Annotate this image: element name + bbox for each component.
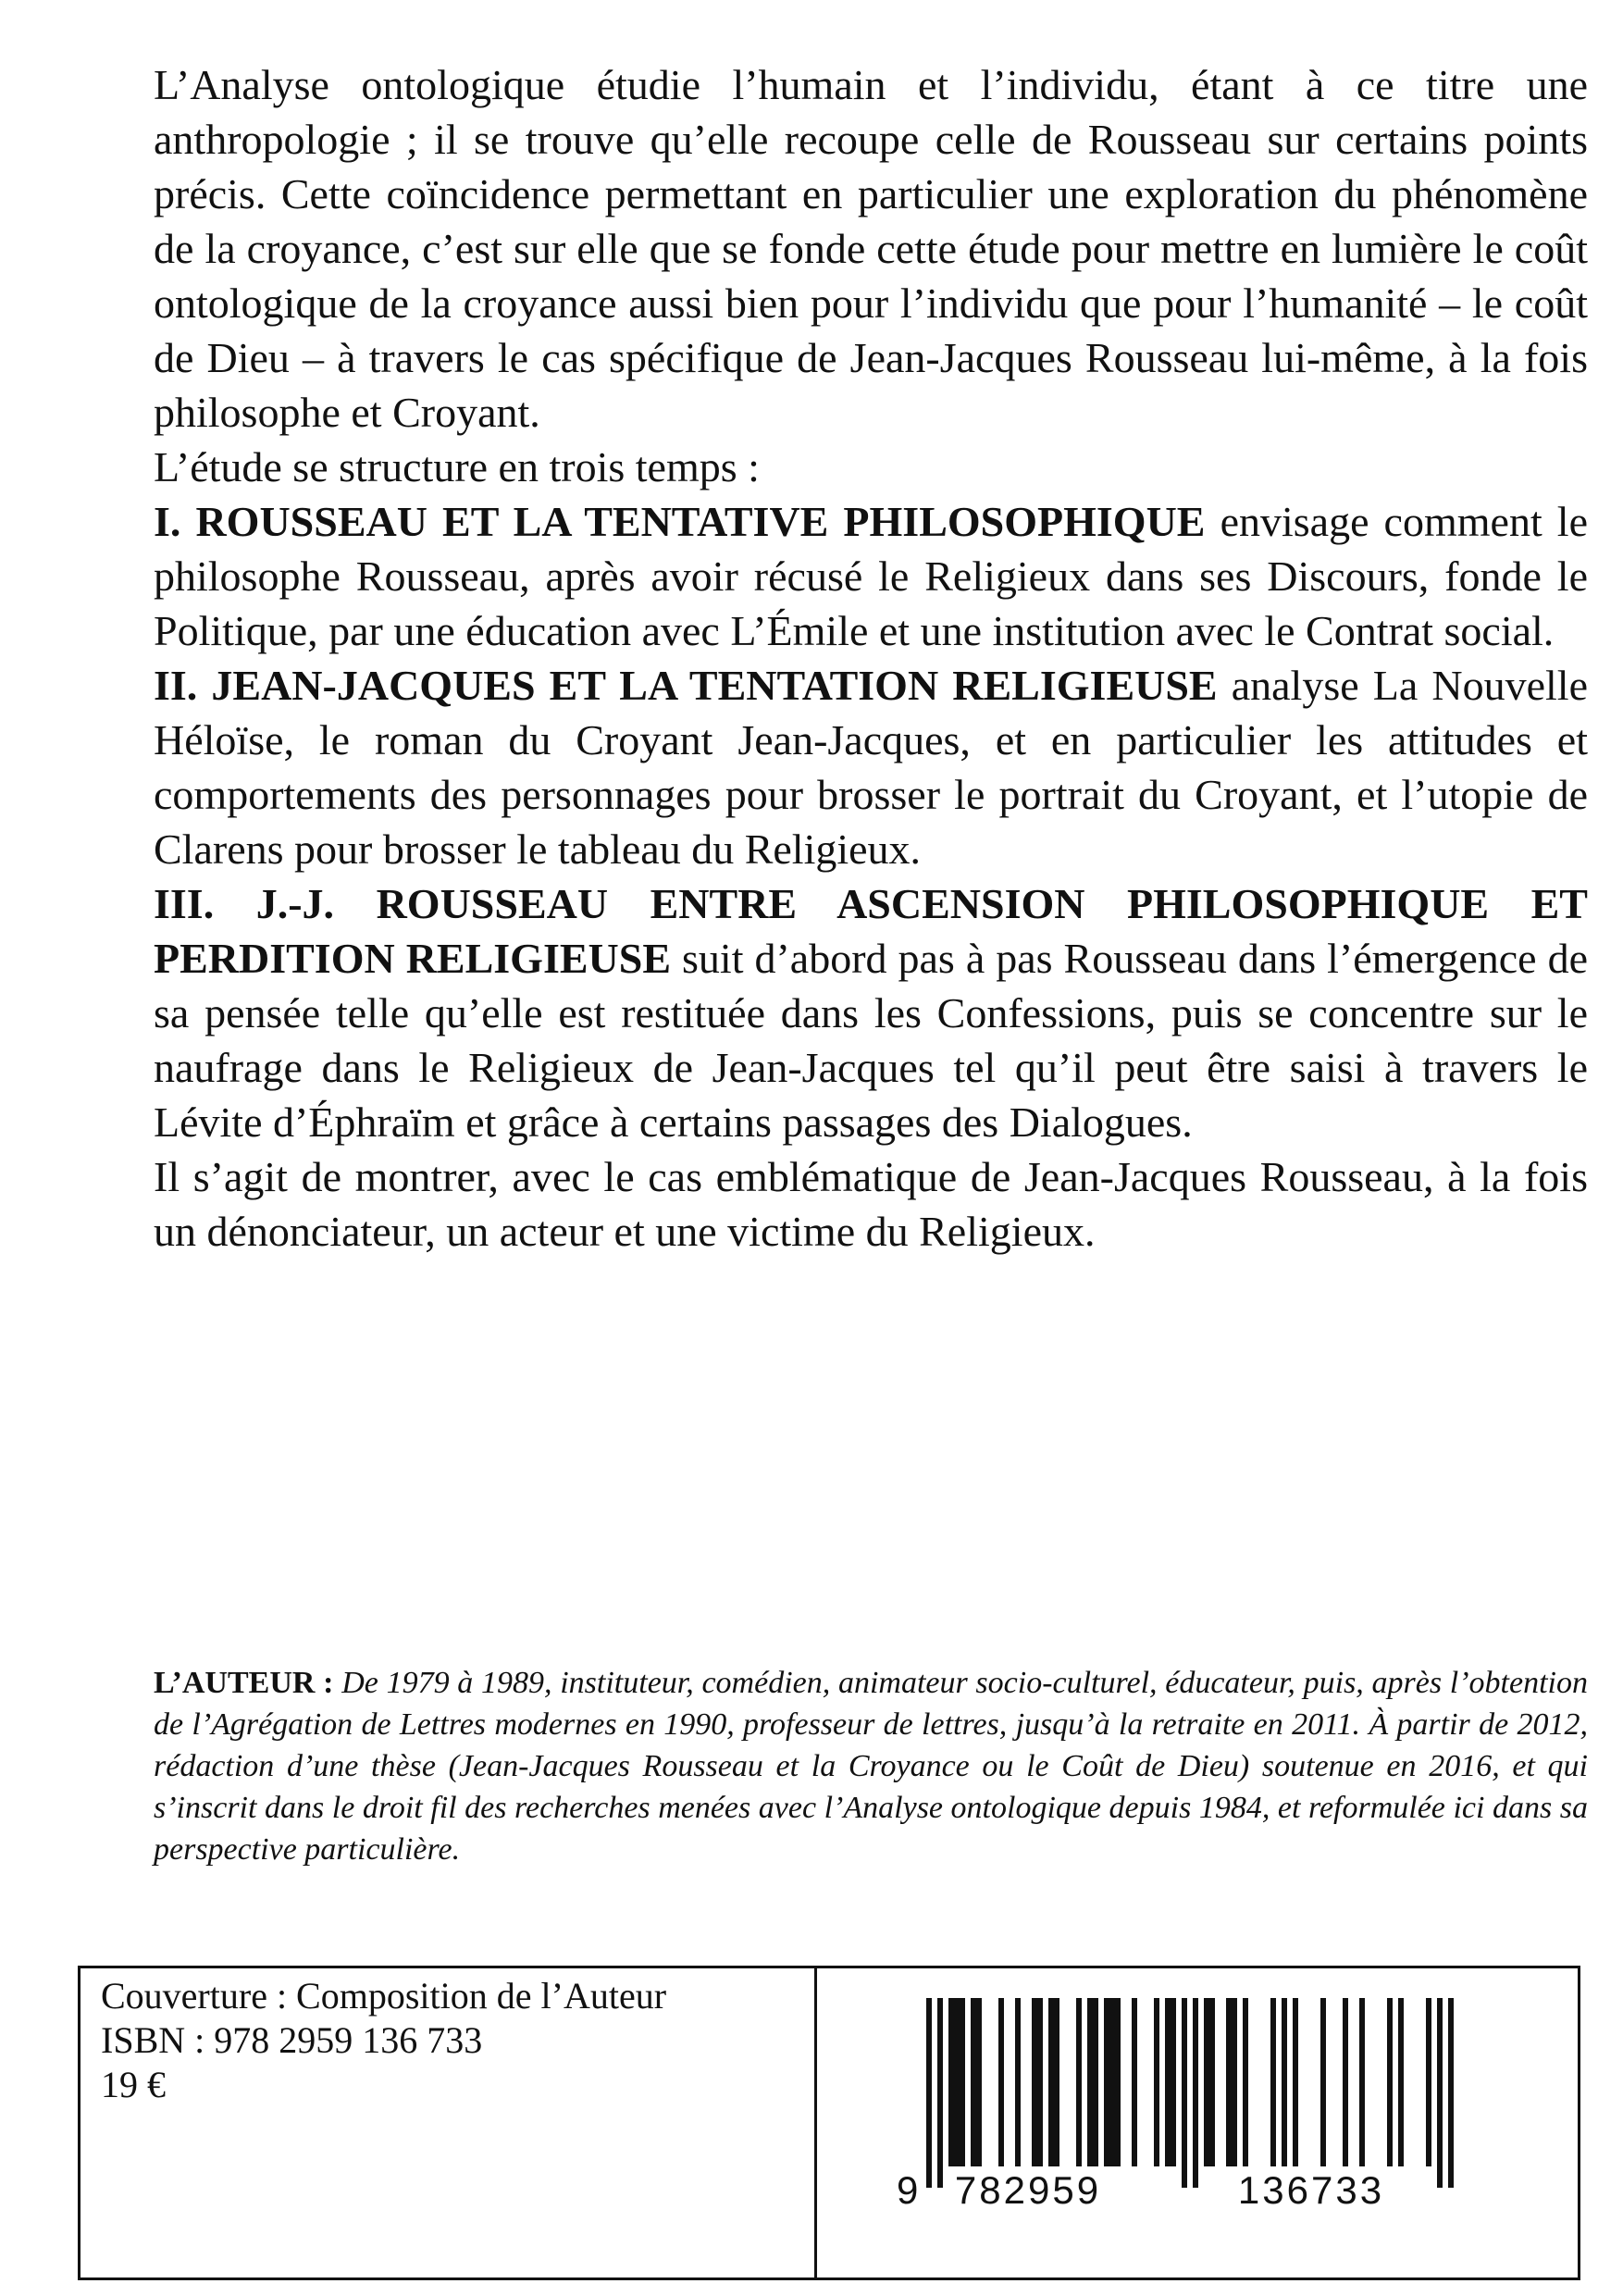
part-two-paragraph bbox=[154, 658, 1588, 876]
publication-info-box bbox=[78, 1966, 1580, 2280]
barcode-bar bbox=[1293, 1998, 1298, 2166]
barcode-area bbox=[817, 1968, 1578, 2277]
barcode-bar bbox=[1104, 1998, 1109, 2166]
part-three-paragraph bbox=[154, 876, 1588, 1149]
barcode-bar bbox=[1448, 1998, 1454, 2188]
structure-intro: L’étude se structure en trois temps : bbox=[154, 443, 760, 490]
barcode-bar bbox=[971, 1998, 976, 2166]
barcode-bar bbox=[1343, 1998, 1348, 2166]
barcode-bar bbox=[1087, 1998, 1093, 2166]
barcode-bar bbox=[926, 1998, 932, 2188]
barcode bbox=[897, 1998, 1489, 2211]
part-three-title: III. J.-J. ROUSSEAU ENTRE ASCENSION PHILOSOPHIQUE ET PERDITION RELIGIEUSE bbox=[154, 880, 1588, 982]
barcode-bar bbox=[1282, 1998, 1287, 2166]
barcode-bar bbox=[1132, 1998, 1137, 2166]
barcode-bar bbox=[1437, 1998, 1443, 2188]
barcode-bar bbox=[937, 1998, 943, 2188]
barcode-bar bbox=[1182, 1998, 1187, 2188]
barcode-bar bbox=[1032, 1998, 1037, 2166]
barcode-bar bbox=[1093, 1998, 1098, 2166]
conclusion-paragraph: Il s’agit de montrer, avec le cas emblématique de Jean-Jacques Rousseau, à la fois un dénonciateur, un acteur et une victime du Religieux. bbox=[154, 1153, 1588, 1255]
barcode-bar bbox=[1115, 1998, 1121, 2166]
barcode-left-digits: 782959 bbox=[954, 2168, 1102, 2211]
part-one-paragraph bbox=[154, 494, 1588, 658]
author-bio: De 1979 à 1989, instituteur, comédien, animateur socio-culturel, éducateur, puis, après l’obtention de l’Agrégation de Lettres modernes en 1990, professeur de lettres, jusqu’à la retraite en 2011. À partir de 2012, rédaction d’une thèse (Jean-Jacques Rousseau et la Croyance ou le Coût de Dieu) soutenue en 2016, et qui s’inscrit dans le droit fil des recherches menées avec l’Analyse ontologique depuis 1984, et reformulée ici dans sa perspective particulière. bbox=[154, 1666, 1588, 1867]
barcode-first-digit: 9 bbox=[897, 2168, 919, 2211]
barcode-bar bbox=[1109, 1998, 1115, 2166]
barcode-bar bbox=[1076, 1998, 1082, 2166]
barcode-bar bbox=[1048, 1998, 1054, 2166]
barcode-bar bbox=[1359, 1998, 1365, 2166]
publication-details bbox=[81, 1968, 817, 2277]
barcode-bar bbox=[1037, 1998, 1043, 2166]
barcode-bar bbox=[1171, 1998, 1176, 2166]
barcode-bar bbox=[976, 1998, 982, 2166]
barcode-bar bbox=[1270, 1998, 1276, 2166]
barcode-right-digits: 136733 bbox=[1237, 2168, 1385, 2211]
description-text bbox=[154, 57, 1588, 1259]
barcode-bar bbox=[1426, 1998, 1431, 2166]
barcode-bar bbox=[960, 1998, 965, 2166]
barcode-bar bbox=[1165, 1998, 1171, 2166]
barcode-bar bbox=[1226, 1998, 1232, 2166]
barcode-bar bbox=[954, 1998, 960, 2166]
barcode-bar bbox=[1209, 1998, 1215, 2166]
barcode-bar bbox=[1015, 1998, 1021, 2166]
part-two-text: analyse La Nouvelle Héloïse, le roman du Croyant Jean-Jacques, et en particulier les attitudes et comportements des personnages pour brosser le portrait du Croyant, et l’utopie de Clarens pour brosser le tableau du Religieux. bbox=[154, 662, 1588, 873]
author-note bbox=[154, 1662, 1588, 1870]
barcode-bar bbox=[1243, 1998, 1248, 2166]
part-one-text: envisage comment le philosophe Rousseau, après avoir récusé le Religieux dans ses Discours, fonde le Politique, par une éducation avec L’Émile et une institution avec le Contrat social. bbox=[154, 498, 1588, 654]
barcode-bar bbox=[1232, 1998, 1237, 2166]
barcode-bar bbox=[1387, 1998, 1393, 2166]
barcode-bar bbox=[948, 1998, 954, 2166]
barcode-bar bbox=[1398, 1998, 1404, 2166]
barcode-bar bbox=[1193, 1998, 1198, 2188]
cover-credit: Couverture : Composition de l’Auteur bbox=[101, 1975, 667, 2017]
barcode-bar bbox=[1320, 1998, 1326, 2166]
author-label: L’AUTEUR : bbox=[154, 1666, 334, 1700]
barcode-bar bbox=[1054, 1998, 1059, 2166]
part-two-title: II. JEAN-JACQUES ET LA TENTATION RELIGIEUSE bbox=[154, 662, 1218, 709]
isbn-number: ISBN : 978 2959 136 733 bbox=[101, 2019, 483, 2061]
barcode-bar bbox=[1154, 1998, 1159, 2166]
part-three-text: suit d’abord pas à pas Rousseau dans l’émergence de sa pensée telle qu’elle est restituée dans les Confessions, puis se concentre sur le naufrage dans le Religieux de Jean-Jacques tel qu’il peut être saisi à travers le Lévite d’Éphraïm et grâce à certains passages des Dialogues. bbox=[154, 935, 1588, 1146]
price: 19 € bbox=[101, 2064, 166, 2105]
barcode-bar bbox=[1204, 1998, 1209, 2166]
barcode-bar bbox=[998, 1998, 1004, 2166]
part-one-title: I. ROUSSEAU ET LA TENTATIVE PHILOSOPHIQUE bbox=[154, 498, 1206, 545]
intro-paragraph: L’Analyse ontologique étudie l’humain et l’individu, étant à ce titre une anthropologie ; il se trouve qu’elle recoupe celle de Rousseau sur certains points précis. Cette coïncidence permettant en particulier une exploration du phénomène de la croyance, c’est sur elle que se fonde cette étude pour mettre en lumière le coût ontologique de la croyance aussi bien pour l’individu que pour l’humanité – le coût de Dieu – à travers le cas spécifique de Jean-Jacques Rousseau lui-même, à la fois philosophe et Croyant. bbox=[154, 61, 1588, 436]
barcode-bars bbox=[926, 1998, 1454, 2188]
